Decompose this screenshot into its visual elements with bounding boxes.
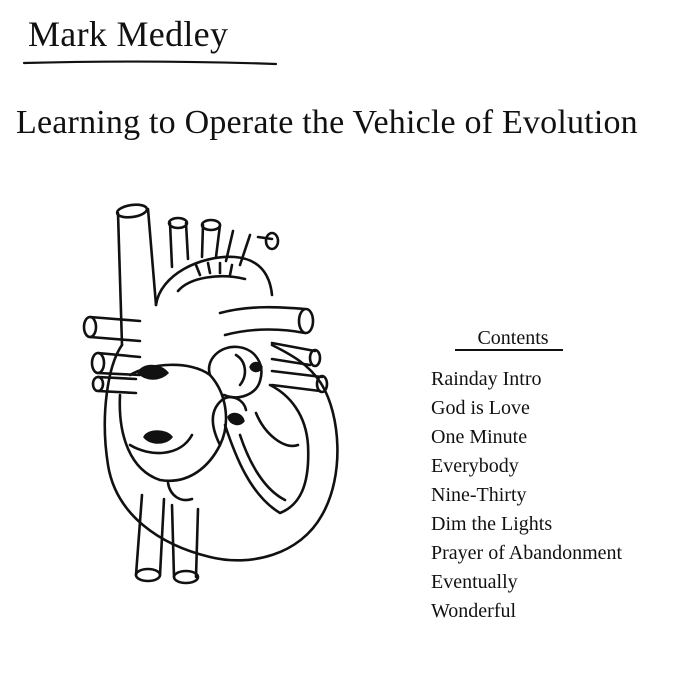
track-item: God is Love: [431, 397, 530, 419]
track-item: Eventually: [431, 571, 518, 593]
track-list: [431, 365, 622, 626]
album-title: Learning to Operate the Vehicle of Evolution: [16, 104, 638, 141]
artist-underline: [22, 60, 278, 66]
artist-name: Mark Medley: [28, 14, 229, 54]
contents-divider: [455, 349, 563, 351]
track-item: Prayer of Abandonment: [431, 542, 623, 564]
track-item: Dim the Lights: [431, 513, 553, 535]
track-item: One Minute: [431, 426, 528, 448]
track-item: Rainday Intro: [431, 368, 542, 390]
heart-illustration: [60, 195, 350, 590]
track-item: Wonderful: [431, 600, 517, 622]
contents-heading: Contents: [477, 327, 549, 349]
track-item: Everybody: [431, 455, 519, 477]
track-item: Nine-Thirty: [431, 484, 527, 506]
